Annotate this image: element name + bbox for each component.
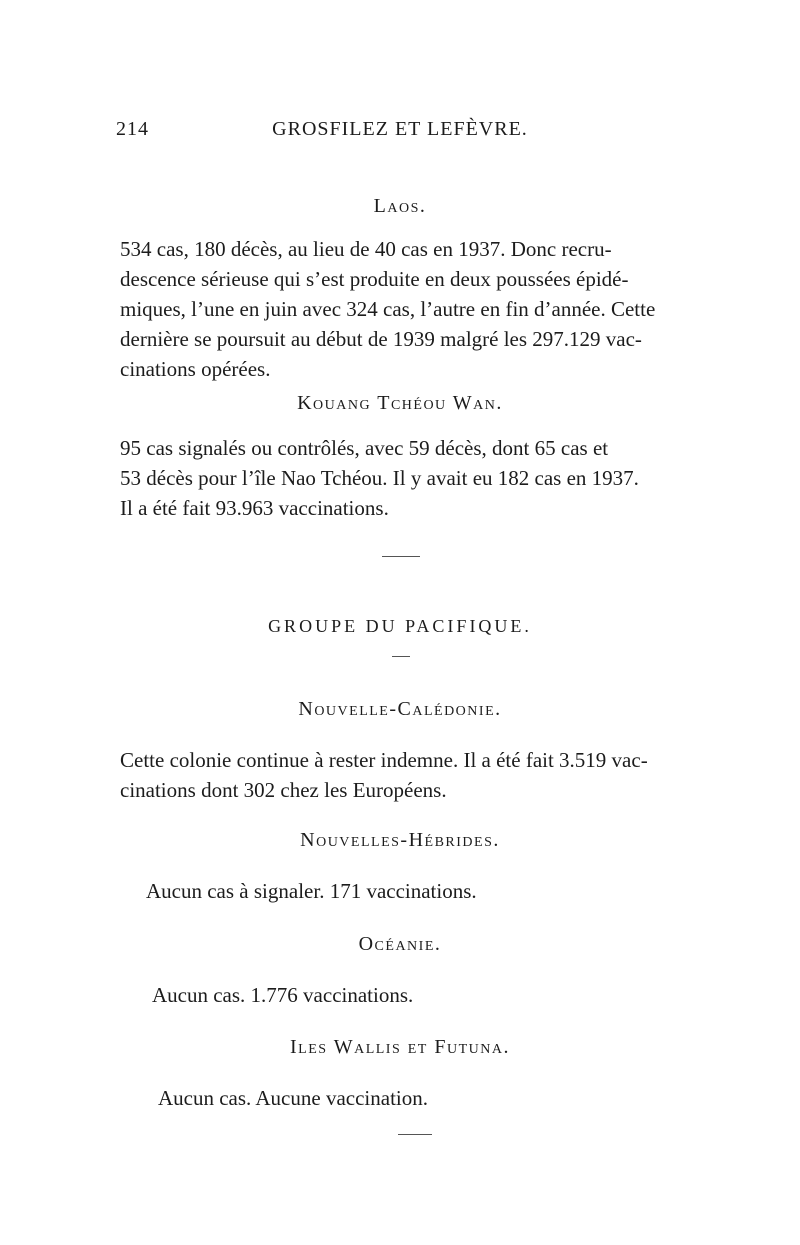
text-line: Cette colonie continue à rester indemne. Il a été fait 3.519 vac- — [120, 748, 648, 772]
running-title: GROSFILEZ ET LEFÈVRE. — [272, 118, 528, 140]
page-number: 214 — [116, 118, 149, 140]
text-line: descence sérieuse qui s’est produite en deux poussées épidé- — [120, 267, 629, 291]
text-line: miques, l’une en juin avec 324 cas, l’autre en fin d’année. Cette — [120, 297, 656, 321]
paragraph-nouvelle-caledonie — [120, 745, 680, 805]
section-heading-nouvelles-hebrides: Nouvelles-Hébrides. — [300, 829, 500, 851]
paragraph-laos — [120, 234, 680, 384]
paragraph-kouang-tcheou-wan — [120, 433, 680, 523]
text-line: dernière se poursuit au début de 1939 malgré les 297.129 vac- — [120, 327, 642, 351]
section-heading-nouvelle-caledonie: Nouvelle-Calédonie. — [298, 698, 502, 720]
text-line: 534 cas, 180 décès, au lieu de 40 cas en 1937. Donc recru- — [120, 237, 612, 261]
text-line: Aucun cas. Aucune vaccination. — [158, 1086, 428, 1110]
section-heading-kouang-tcheou-wan: Kouang Tchéou Wan. — [297, 392, 503, 414]
group-title: GROUPE DU PACIFIQUE. — [268, 616, 532, 636]
text-line: 53 décès pour l’île Nao Tchéou. Il y avait eu 182 cas en 1937. — [120, 466, 639, 490]
separator-rule — [382, 556, 420, 557]
section-heading-iles-wallis-et-futuna: Iles Wallis et Futuna. — [290, 1036, 510, 1058]
text-line: 95 cas signalés ou contrôlés, avec 59 décès, dont 65 cas et — [120, 436, 609, 460]
paragraph-oceanie — [152, 980, 712, 1010]
separator-rule — [398, 1134, 432, 1135]
text-line: cinations opérées. — [120, 357, 271, 381]
separator-rule — [392, 656, 410, 657]
text-line: Il a été fait 93.963 vaccinations. — [120, 496, 389, 520]
paragraph-iles-wallis-et-futuna — [158, 1083, 718, 1113]
section-heading-oceanie: Océanie. — [358, 933, 442, 955]
section-heading-laos: Laos. — [373, 195, 427, 217]
paragraph-nouvelles-hebrides — [146, 876, 706, 906]
text-line: Aucun cas. 1.776 vaccinations. — [152, 983, 414, 1007]
text-line: Aucun cas à signaler. 171 vaccinations. — [146, 879, 477, 903]
text-line: cinations dont 302 chez les Européens. — [120, 778, 447, 802]
